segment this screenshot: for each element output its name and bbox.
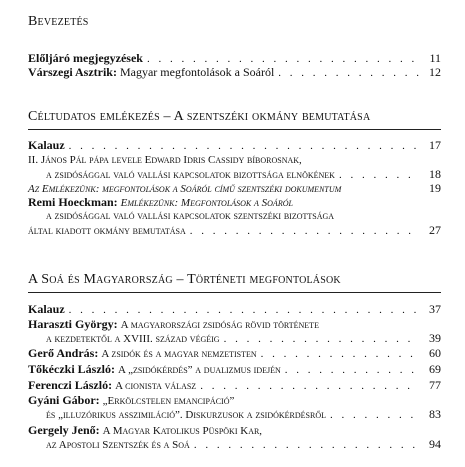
- entry-page: 17: [429, 138, 441, 152]
- leader-dots: [330, 408, 419, 422]
- entry-title: „Erkölcstelen emancipáció”: [102, 395, 235, 407]
- toc-entry[interactable]: [28, 423, 441, 451]
- leader-dots: [69, 139, 419, 153]
- entry-page: 39: [429, 331, 441, 345]
- toc-entry[interactable]: [28, 181, 441, 195]
- entry-author: Ferenczi László:: [28, 378, 113, 392]
- toc-entry[interactable]: [28, 362, 441, 376]
- leader-dots: [194, 438, 419, 452]
- entry-author: Tőkéczki László:: [28, 362, 115, 376]
- entry-page: 11: [429, 51, 441, 65]
- section-heading-celtudatos: Céltudatos emlékezés – A szentszéki okmány bemutatása: [28, 109, 371, 124]
- section-divider: [28, 129, 441, 130]
- leader-dots: [200, 379, 419, 393]
- section-heading-soa-magyarorszag: A Soá és Magyarország – Történeti megfontolások: [28, 272, 341, 287]
- toc-entry[interactable]: [28, 153, 441, 181]
- entry-page: 94: [429, 437, 441, 451]
- entry-title: A zsidók és a magyar nemzetisten: [101, 348, 257, 360]
- toc-entry[interactable]: [28, 302, 441, 316]
- entry-author: Kalauz: [28, 138, 65, 152]
- entry-title-continued: az Apostoli Szentszék és a Soá: [46, 439, 190, 451]
- leader-dots: [190, 224, 419, 238]
- entry-author: Haraszti György:: [28, 317, 118, 331]
- entry-page: 37: [429, 302, 441, 316]
- toc-entry[interactable]: [28, 51, 441, 65]
- entry-page: 27: [429, 223, 441, 237]
- toc-entry[interactable]: [28, 393, 441, 421]
- toc-entry[interactable]: [28, 65, 441, 79]
- entry-author: Gyáni Gábor:: [28, 393, 100, 407]
- entry-page: 19: [429, 181, 441, 195]
- entry-title-continued: a kezdetektől a XVIII. század végéig: [46, 333, 220, 345]
- entry-title-continued: és „illuzórikus asszimiláció”. Diskurzusok a zsidókérdésről: [46, 409, 326, 421]
- leader-dots: [261, 347, 419, 361]
- entry-title: Emlékezünk: Megfontolások a Soáról: [120, 197, 293, 209]
- entry-page: 69: [429, 362, 441, 376]
- entry-page: 18: [429, 167, 441, 181]
- leader-dots: [278, 66, 419, 80]
- leader-dots: [69, 303, 419, 317]
- toc-entry[interactable]: [28, 346, 441, 360]
- leader-dots: [147, 52, 419, 66]
- entry-author: Gergely Jenő:: [28, 423, 100, 437]
- entry-title: Magyar megfontolások a Soáról: [119, 65, 275, 79]
- toc-entry[interactable]: [28, 317, 441, 345]
- leader-dots: [339, 168, 419, 182]
- entry-author: Remi Hoeckman:: [28, 195, 118, 209]
- entry-page: 60: [429, 346, 441, 360]
- entry-title-continued: a zsidósággal való vallási kapcsolatok szentszéki bizottsága: [46, 210, 335, 222]
- toc-entry[interactable]: [28, 378, 441, 392]
- entry-author: Várszegi Asztrik:: [28, 65, 117, 79]
- entry-title: II. János Pál pápa levele Edward Idris Cassidy bíborosnak,: [28, 154, 302, 166]
- leader-dots: [285, 363, 419, 377]
- entry-title: A magyarországi zsidóság rövid története: [120, 319, 319, 331]
- entry-page: 77: [429, 378, 441, 392]
- entry-title-continued: által kiadott okmány bemutatása: [28, 225, 186, 237]
- leader-dots: [224, 332, 419, 346]
- entry-title: A cionista válasz: [115, 380, 197, 392]
- entry-title: A Magyar Katolikus Püspöki Kar,: [102, 425, 263, 437]
- entry-author: Előljáró megjegyzések: [28, 51, 143, 65]
- section-heading-bevezetes: Bevezetés: [28, 14, 89, 29]
- entry-title: Az Emlékezünk: megfontolások a Soáról című szentszéki dokumentum: [28, 183, 342, 195]
- entry-title-continued: a zsidósággal való vallási kapcsolatok bizottsága elnökének: [46, 169, 335, 181]
- section-divider: [28, 292, 441, 293]
- toc-entry[interactable]: [28, 138, 441, 152]
- entry-page: 83: [429, 407, 441, 421]
- toc-entry[interactable]: [28, 195, 441, 237]
- entry-page: 12: [429, 65, 441, 79]
- entry-title: A „zsidókérdés” a dualizmus idején: [118, 364, 281, 376]
- entry-author: Gerő András:: [28, 346, 99, 360]
- entry-author: Kalauz: [28, 302, 65, 316]
